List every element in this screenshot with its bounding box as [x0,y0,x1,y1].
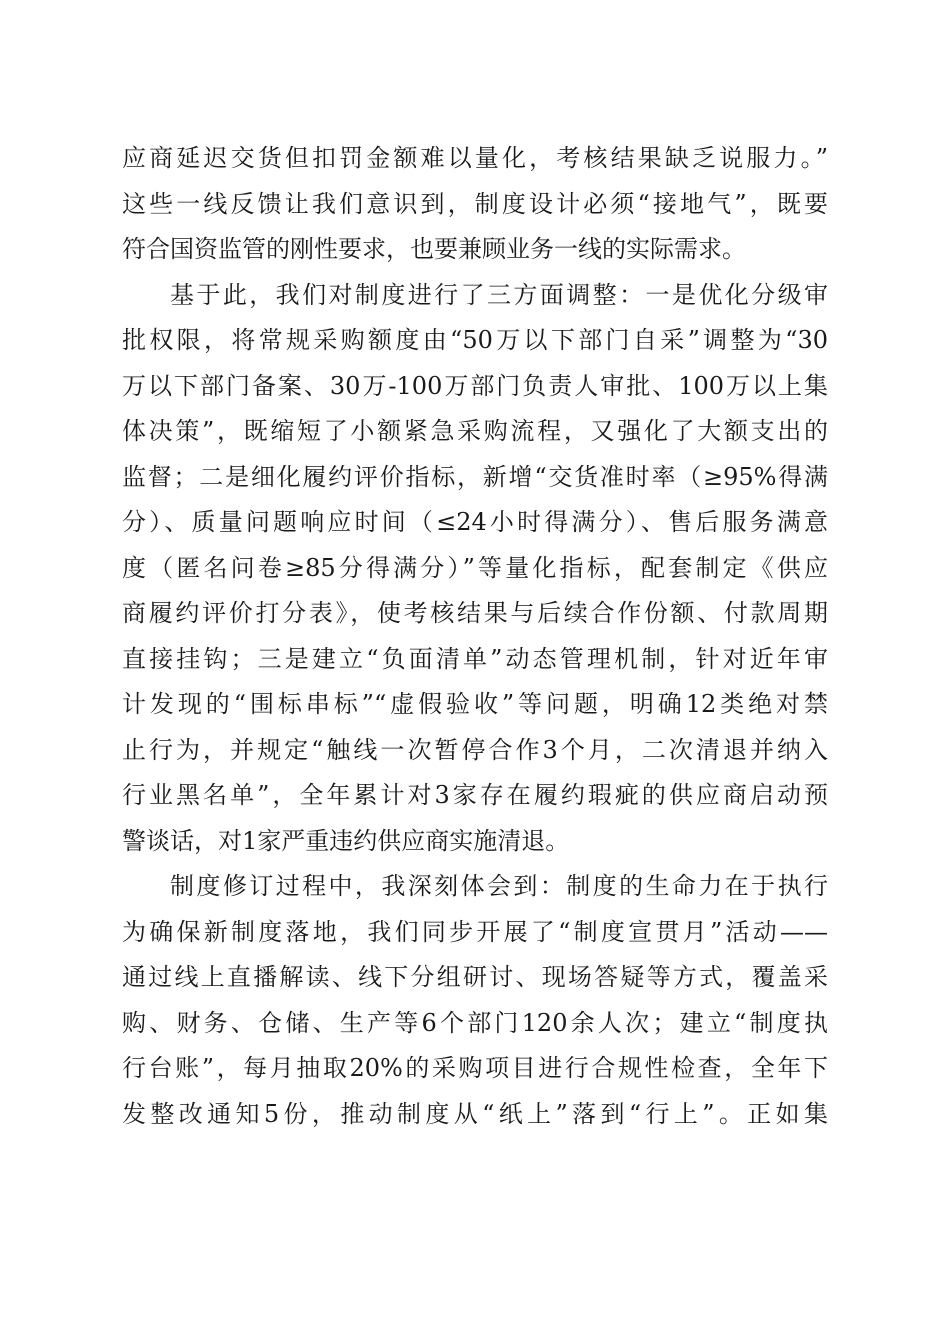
text-line: 计发现的“围标串标”“虚假验收”等问题，明确12类绝对禁 [122,690,828,718]
text-line: 购、财务、仓储、生产等6个部门120余人次；建立“制度执 [122,1008,828,1037]
text-line: 批权限，将常规采购额度由“50万以下部门自采”调整为“30 [122,326,828,354]
text-line: 度（匿名问卷≥85分得满分）”等量化指标，配套制定《供应 [122,553,828,582]
text-line: 应商延迟交货但扣罚金额难以量化，考核结果缺乏说服力。” [122,144,828,172]
text-line: 行台账”，每月抽取20%的采购项目进行合规性检查，全年下 [122,1054,828,1082]
text-line: 直接挂钩；三是建立“负面清单”动态管理机制，针对近年审 [122,644,828,673]
text-line: 警谈话，对1家严重违约供应商实施清退。 [122,826,570,855]
text-line: 符合国资监管的刚性要求，也要兼顾业务一线的实际需求。 [122,235,746,263]
body-text [122,136,828,1137]
text-line: 监督；二是细化履约评价指标，新增“交货准时率（≥95%得满 [122,462,828,491]
paragraph-first-line: 制度修订过程中，我深刻体会到：制度的生命力在于执行 [170,872,828,900]
text-line: 行业黑名单”，全年累计对3家存在履约瑕疵的供应商启动预 [122,781,828,809]
paragraph-first-line: 基于此，我们对制度进行了三方面调整：一是优化分级审 [170,280,828,309]
text-line: 分）、质量问题响应时间（≤24小时得满分）、售后服务满意 [122,508,828,536]
text-line: 这些一线反馈让我们意识到，制度设计必须“接地气”，既要 [122,189,828,218]
text-line: 体决策”，既缩短了小额紧急采购流程，又强化了大额支出的 [122,417,828,445]
text-line: 止行为，并规定“触线一次暂停合作3个月，二次清退并纳入 [122,735,828,764]
text-line: 商履约评价打分表》，使考核结果与后续合作份额、付款周期 [122,599,828,627]
text-line: 万以下部门备案、30万-100万部门负责人审批、100万以上集 [122,371,828,400]
text-line: 通过线上直播解读、线下分组研讨、现场答疑等方式，覆盖采 [122,963,828,991]
text-line: 为确保新制度落地，我们同步开展了“制度宣贯月”活动—— [122,917,828,946]
text-line: 发整改通知5份，推动制度从“纸上”落到“行上”。正如集 [122,1099,828,1128]
